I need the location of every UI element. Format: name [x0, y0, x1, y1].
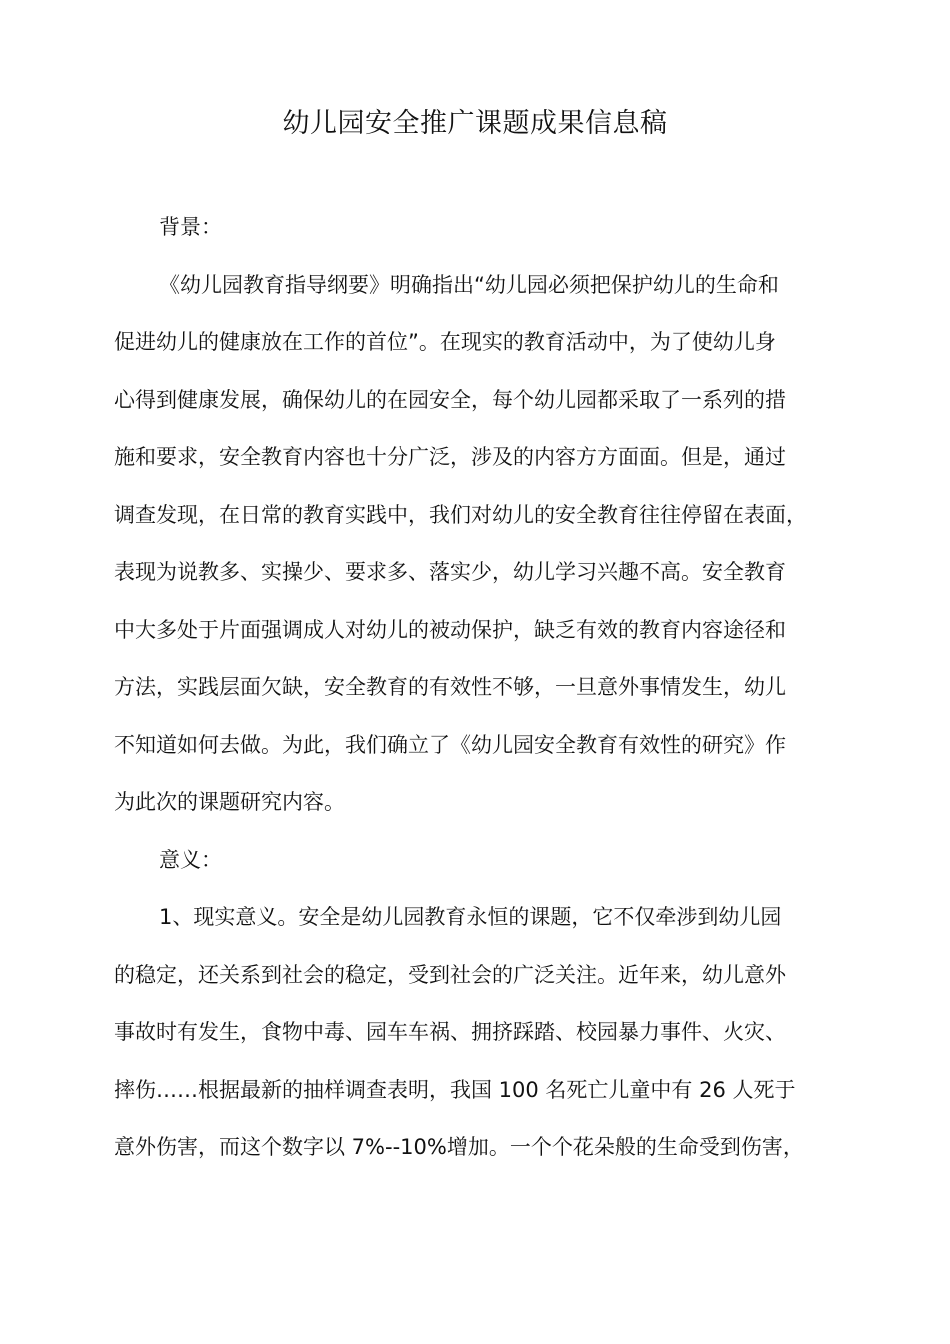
paragraph-line: 事故时有发生，食物中毒、园车车祸、拥挤踩踏、校园暴力事件、火灾、 [114, 1020, 786, 1044]
document-body [114, 199, 854, 1177]
paragraph-line: 施和要求，安全教育内容也十分广泛，涉及的内容方方面面。但是，通过 [114, 445, 786, 469]
paragraph-line: 方法，实践层面欠缺，安全教育的有效性不够，一旦意外事情发生，幼儿 [114, 675, 786, 699]
paragraph-line: 中大多处于片面强调成人对幼儿的被动保护，缺乏有效的教育内容途径和 [114, 617, 786, 642]
paragraph-line: 《幼儿园教育指导纲要》明确指出“幼儿园必须把保护幼儿的生命和 [159, 272, 779, 297]
paragraph-line: 摔伤……根据最新的抽样调查表明，我国 100 名死亡儿童中有 26 人死于 [114, 1077, 796, 1102]
paragraph-line: 为此次的课题研究内容。 [114, 790, 345, 814]
paragraph-line: 的稳定，还关系到社会的稳定，受到社会的广泛关注。近年来，幼儿意外 [114, 962, 786, 987]
paragraph-line: 1、现实意义。安全是幼儿园教育永恒的课题，它不仅牵涉到幼儿园 [159, 905, 782, 929]
paragraph-line: 调查发现，在日常的教育实践中，我们对幼儿的安全教育往往停留在表面， [114, 502, 807, 527]
paragraph-line: 不知道如何去做。为此，我们确立了《幼儿园安全教育有效性的研究》作 [114, 732, 786, 757]
paragraph-line: 心得到健康发展，确保幼儿的在园安全，每个幼儿园都采取了一系列的措 [114, 387, 786, 412]
section-heading-significance: 意义： [159, 847, 222, 872]
paragraph-line: 表现为说教多、实操少、要求多、落实少，幼儿学习兴趣不高。安全教育 [114, 560, 786, 584]
paragraph-line: 促进幼儿的健康放在工作的首位”。在现实的教育活动中，为了使幼儿身 [114, 330, 776, 354]
document-title: 幼儿园安全推广课题成果信息稿 [282, 108, 668, 139]
paragraph-line: 意外伤害，而这个数字以 7%--10%增加。一个个花朵般的生命受到伤害， [114, 1135, 804, 1159]
section-heading-background: 背景： [159, 215, 222, 239]
